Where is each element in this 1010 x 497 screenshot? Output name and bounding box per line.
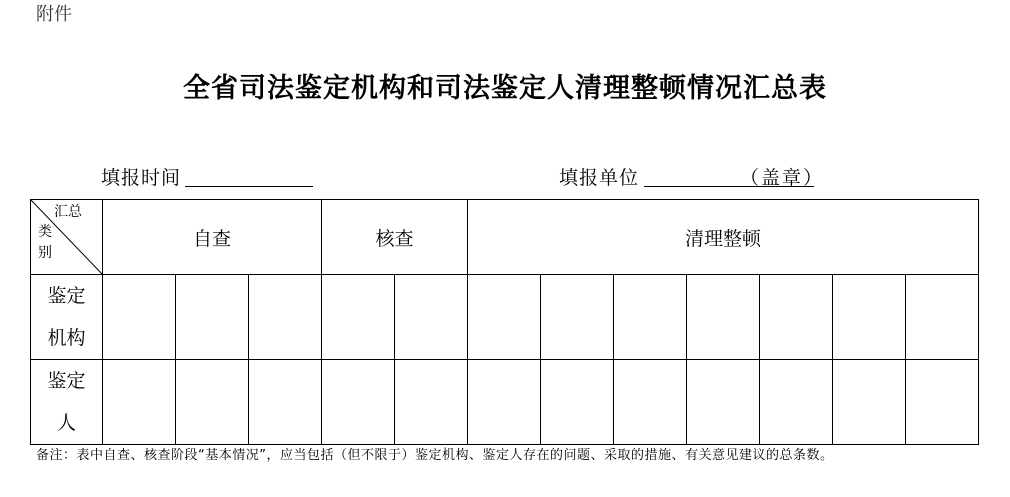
table-cell[interactable]	[249, 275, 322, 360]
page-title: 全省司法鉴定机构和司法鉴定人清理整顿情况汇总表	[183, 73, 827, 104]
row-label-appraiser: 鉴定 人	[31, 360, 103, 445]
table-cell[interactable]	[833, 360, 906, 445]
table-cell[interactable]	[322, 275, 395, 360]
fill-time-blank[interactable]	[185, 186, 313, 187]
table-cell[interactable]	[249, 360, 322, 445]
table-cell[interactable]	[103, 275, 176, 360]
corner-category-label: 类 别	[38, 224, 52, 261]
table-cell[interactable]	[614, 275, 687, 360]
table-corner-cell	[31, 200, 103, 275]
table-cell[interactable]	[687, 360, 760, 445]
table-cell[interactable]	[176, 360, 249, 445]
table-cell[interactable]	[468, 360, 541, 445]
table-cell[interactable]	[395, 360, 468, 445]
table-cell[interactable]	[541, 275, 614, 360]
row-label-institution: 鉴定 机构	[31, 275, 103, 360]
table-row	[31, 275, 979, 360]
table-cell[interactable]	[760, 275, 833, 360]
table-row	[31, 360, 979, 445]
table-cell[interactable]	[395, 275, 468, 360]
seal-label: （盖章）	[740, 167, 825, 189]
header-verification: 核查	[322, 200, 468, 275]
table-cell[interactable]	[760, 360, 833, 445]
table-cell[interactable]	[906, 275, 979, 360]
header-self-check: 自查	[103, 200, 322, 275]
table-cell[interactable]	[468, 275, 541, 360]
table-cell[interactable]	[541, 360, 614, 445]
table-cell[interactable]	[322, 360, 395, 445]
footnote: 备注：表中自查、核查阶段“基本情况”，应当包括（但不限于）鉴定机构、鉴定人存在的问题、采取的措施、有关意见建议的总条数。	[36, 448, 834, 463]
summary-table	[30, 199, 979, 445]
attachment-label: 附件	[36, 4, 72, 25]
table-cell[interactable]	[103, 360, 176, 445]
table-cell[interactable]	[833, 275, 906, 360]
table-cell[interactable]	[906, 360, 979, 445]
fill-time-label: 填报时间	[101, 167, 182, 189]
table-cell[interactable]	[176, 275, 249, 360]
fill-unit-label: 填报单位	[559, 167, 640, 189]
table-cell[interactable]	[614, 360, 687, 445]
corner-summary-label: 汇总	[54, 204, 82, 220]
header-rectification: 清理整顿	[468, 200, 979, 275]
table-cell[interactable]	[687, 275, 760, 360]
